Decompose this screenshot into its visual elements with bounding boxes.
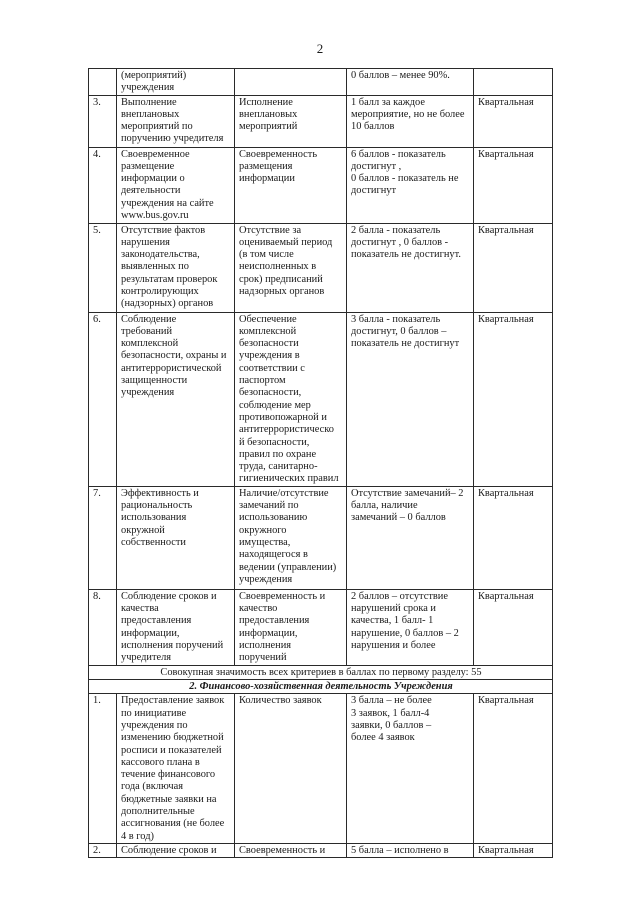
criterion-name: Выполнение внеплановых мероприятий по поручению учредителя [117,95,235,147]
criterion-period: Квартальная [474,589,553,665]
criterion-name: (мероприятий) учреждения [117,69,235,96]
criterion-period [474,69,553,96]
table-row [89,312,553,486]
criterion-indicator: Своевременность и качество предоставления информации, исполнения поручений [235,589,347,665]
criteria-table [88,68,553,858]
table-row [89,95,553,147]
criterion-period: Квартальная [474,486,553,589]
section-total: Совокупная значимость всех критериев в баллах по первому разделу: 55 [89,665,553,679]
criterion-indicator: Наличие/отсутствие замечаний по использованию окружного имущества, находящегося в ведении (управлении) учреждения [235,486,347,589]
criterion-indicator: Обеспечение комплексной безопасности учреждения в соответствии с паспортом безопасности, соблюдение мер противопожарной и антитеррористическо й безопасности, правил по охране труда, санитарно- гигиенических правил [235,312,347,486]
criterion-indicator: Своевременность размещения информации [235,147,347,223]
section-header-row [89,680,553,694]
table-row [89,147,553,223]
row-number: 6. [89,312,117,486]
criterion-indicator: Исполнение внеплановых мероприятий [235,95,347,147]
criterion-score: 3 балла - показатель достигнут, 0 баллов – показатель не достигнут [347,312,474,486]
criterion-name: Отсутствие фактов нарушения законодательства, выявленных по результатам проверок контролирующих (надзорных) органов [117,223,235,312]
table-row [89,223,553,312]
section-title: 2. Финансово-хозяйственная деятельность Учреждения [89,680,553,694]
criterion-score: 3 балла – не более 3 заявок, 1 балл-4 заявки, 0 баллов – более 4 заявок [347,694,474,844]
criterion-score: 0 баллов – менее 90%. [347,69,474,96]
row-number: 5. [89,223,117,312]
table-row [89,486,553,589]
criterion-name: Соблюдение сроков и качества предоставления информации, исполнения поручений учредителя [117,589,235,665]
criterion-indicator: Количество заявок [235,694,347,844]
criterion-indicator: Своевременность и [235,843,347,857]
criterion-score: 2 баллов – отсутствие нарушений срока и качества, 1 балл- 1 нарушение, 0 баллов – 2 нарушения и более [347,589,474,665]
criterion-period: Квартальная [474,694,553,844]
criterion-score: 5 балла – исполнено в [347,843,474,857]
row-number [89,69,117,96]
table-row [89,843,553,857]
criterion-period: Квартальная [474,95,553,147]
criterion-score: 1 балл за каждое мероприятие, но не более 10 баллов [347,95,474,147]
criterion-score: 6 баллов - показатель достигнут , 0 баллов - показатель не достигнут [347,147,474,223]
row-number: 8. [89,589,117,665]
criterion-name: Эффективность и рациональность использования окружной собственности [117,486,235,589]
criterion-period: Квартальная [474,843,553,857]
criterion-period: Квартальная [474,147,553,223]
criterion-score: 2 балла - показатель достигнут , 0 баллов - показатель не достигнут. [347,223,474,312]
criterion-score: Отсутствие замечаний– 2 балла, наличие замечаний – 0 баллов [347,486,474,589]
criterion-name: Соблюдение требований комплексной безопасности, охраны и антитеррористической защищенности учреждения [117,312,235,486]
row-number: 1. [89,694,117,844]
criterion-indicator [235,69,347,96]
criterion-name: Своевременное размещение информации о деятельности учреждения на сайте www.bus.gov.ru [117,147,235,223]
summary-row [89,665,553,679]
criterion-name: Соблюдение сроков и [117,843,235,857]
criterion-indicator: Отсутствие за оцениваемый период (в том числе неисполненных в срок) предписаний надзорных органов [235,223,347,312]
row-number: 4. [89,147,117,223]
criterion-period: Квартальная [474,223,553,312]
criterion-period: Квартальная [474,312,553,486]
row-number: 2. [89,843,117,857]
table-row [89,589,553,665]
table-row [89,69,553,96]
row-number: 7. [89,486,117,589]
page-number: 2 [316,41,324,56]
row-number: 3. [89,95,117,147]
criterion-name: Предоставление заявок по инициативе учреждения по изменению бюджетной росписи и показателей кассового плана в течение финансового года (включая бюджетные заявки на дополнительные ассигнования (не более 4 в год) [117,694,235,844]
table-row [89,694,553,844]
